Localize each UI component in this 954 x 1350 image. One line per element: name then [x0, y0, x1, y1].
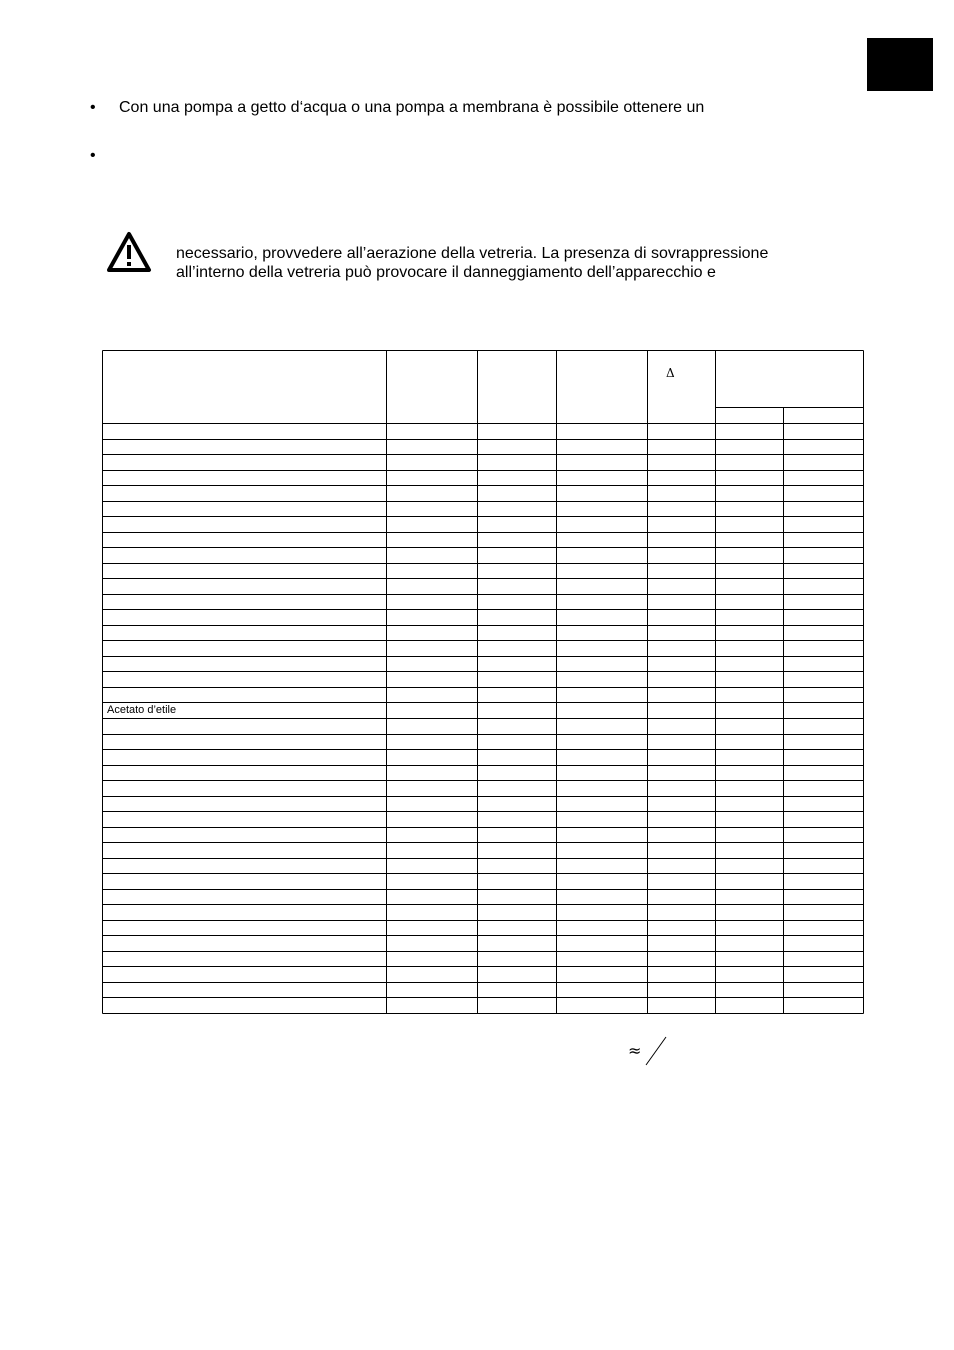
bullet-1-symbol: • [90, 99, 96, 116]
slash-mark [644, 1036, 668, 1066]
warning-line-1: necessario, provvedere all’aerazione della vetreria. La presenza di sovrappressione [176, 245, 769, 262]
warning-triangle-icon [106, 231, 152, 273]
table-grid [102, 350, 864, 1014]
approx-symbol: ≈ [628, 1041, 642, 1060]
bullet-2-symbol: • [90, 147, 96, 164]
warning-text [176, 244, 866, 282]
solvent-table [102, 350, 864, 1014]
header-delta-symbol: Δ [666, 366, 675, 380]
bullet-1-text: Con una pompa a getto d‘acqua o una pompa a membrana è possibile ottenere un [119, 99, 705, 116]
warning-line-2: all’interno della vetreria può provocare il danneggiamento dell’apparecchio e [176, 264, 716, 281]
row-label-acetato: Acetato d’etile [107, 704, 177, 716]
page-corner-marker [867, 38, 933, 91]
